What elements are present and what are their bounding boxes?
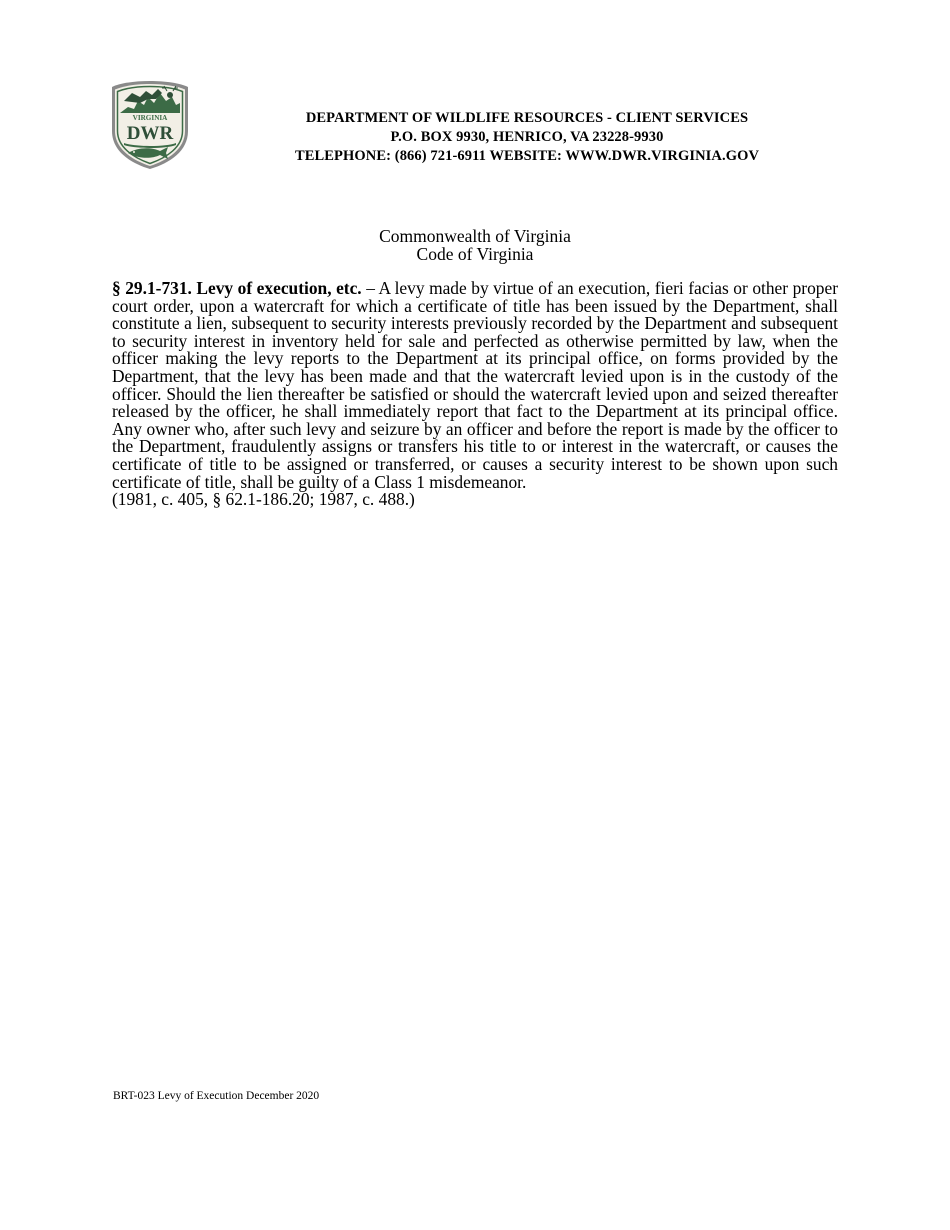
header-contact-line: TELEPHONE: (866) 721-6911 WEBSITE: WWW.DWR.VIRGINIA.GOV xyxy=(294,148,760,164)
section-title: § 29.1-731. Levy of execution, etc. xyxy=(112,278,362,298)
header-agency-line: DEPARTMENT OF WILDLIFE RESOURCES - CLIENT SERVICES xyxy=(305,110,749,126)
dwr-logo xyxy=(110,79,190,171)
subtitle-code: Code of Virginia xyxy=(416,244,534,264)
subtitle-commonwealth: Commonwealth of Virginia xyxy=(379,226,571,246)
form-footer: BRT-023 Levy of Execution December 2020 xyxy=(113,1090,320,1102)
statute-citation: (1981, c. 405, § 62.1-186.20; 1987, c. 488.) xyxy=(112,489,415,509)
agency-header xyxy=(262,109,792,166)
section-text: – A levy made by virtue of an execution, fieri facias or other proper court order, upon a watercraft for which a certificate of title has been issued by the Department, shall constitute a lien, subsequent to security interests previously recorded by the Department and subsequent to security interest in inventory held for sale and perfected as otherwise permitted by law, when the officer making the levy reports to the Department at its principal office, on forms provided by the Department, that the levy has been made and that the watercraft levied upon is in the custody of the officer. Should the lien thereafter be satisfied or should the watercraft levied upon and seized thereafter released by the officer, he shall immediately report that fact to the Department at its principal office. Any owner who, after such levy and seizure by an officer and before the report is made by the officer to the Department, fraudulently assigns or transfers his title to or interest in the watercraft, or causes the certificate of title to be assigned or transferred, or causes a security interest to be shown upon such certificate of title, shall be guilty of a Class 1 misdemeanor. xyxy=(112,278,838,492)
header-address-line: P.O. BOX 9930, HENRICO, VA 23228-9930 xyxy=(390,129,664,145)
statute-paragraph xyxy=(112,280,838,491)
dwr-shield-icon xyxy=(110,79,190,171)
svg-text:DWR: DWR xyxy=(126,123,174,144)
svg-text:VIRGINIA: VIRGINIA xyxy=(132,114,168,123)
document-subtitle xyxy=(0,227,950,263)
